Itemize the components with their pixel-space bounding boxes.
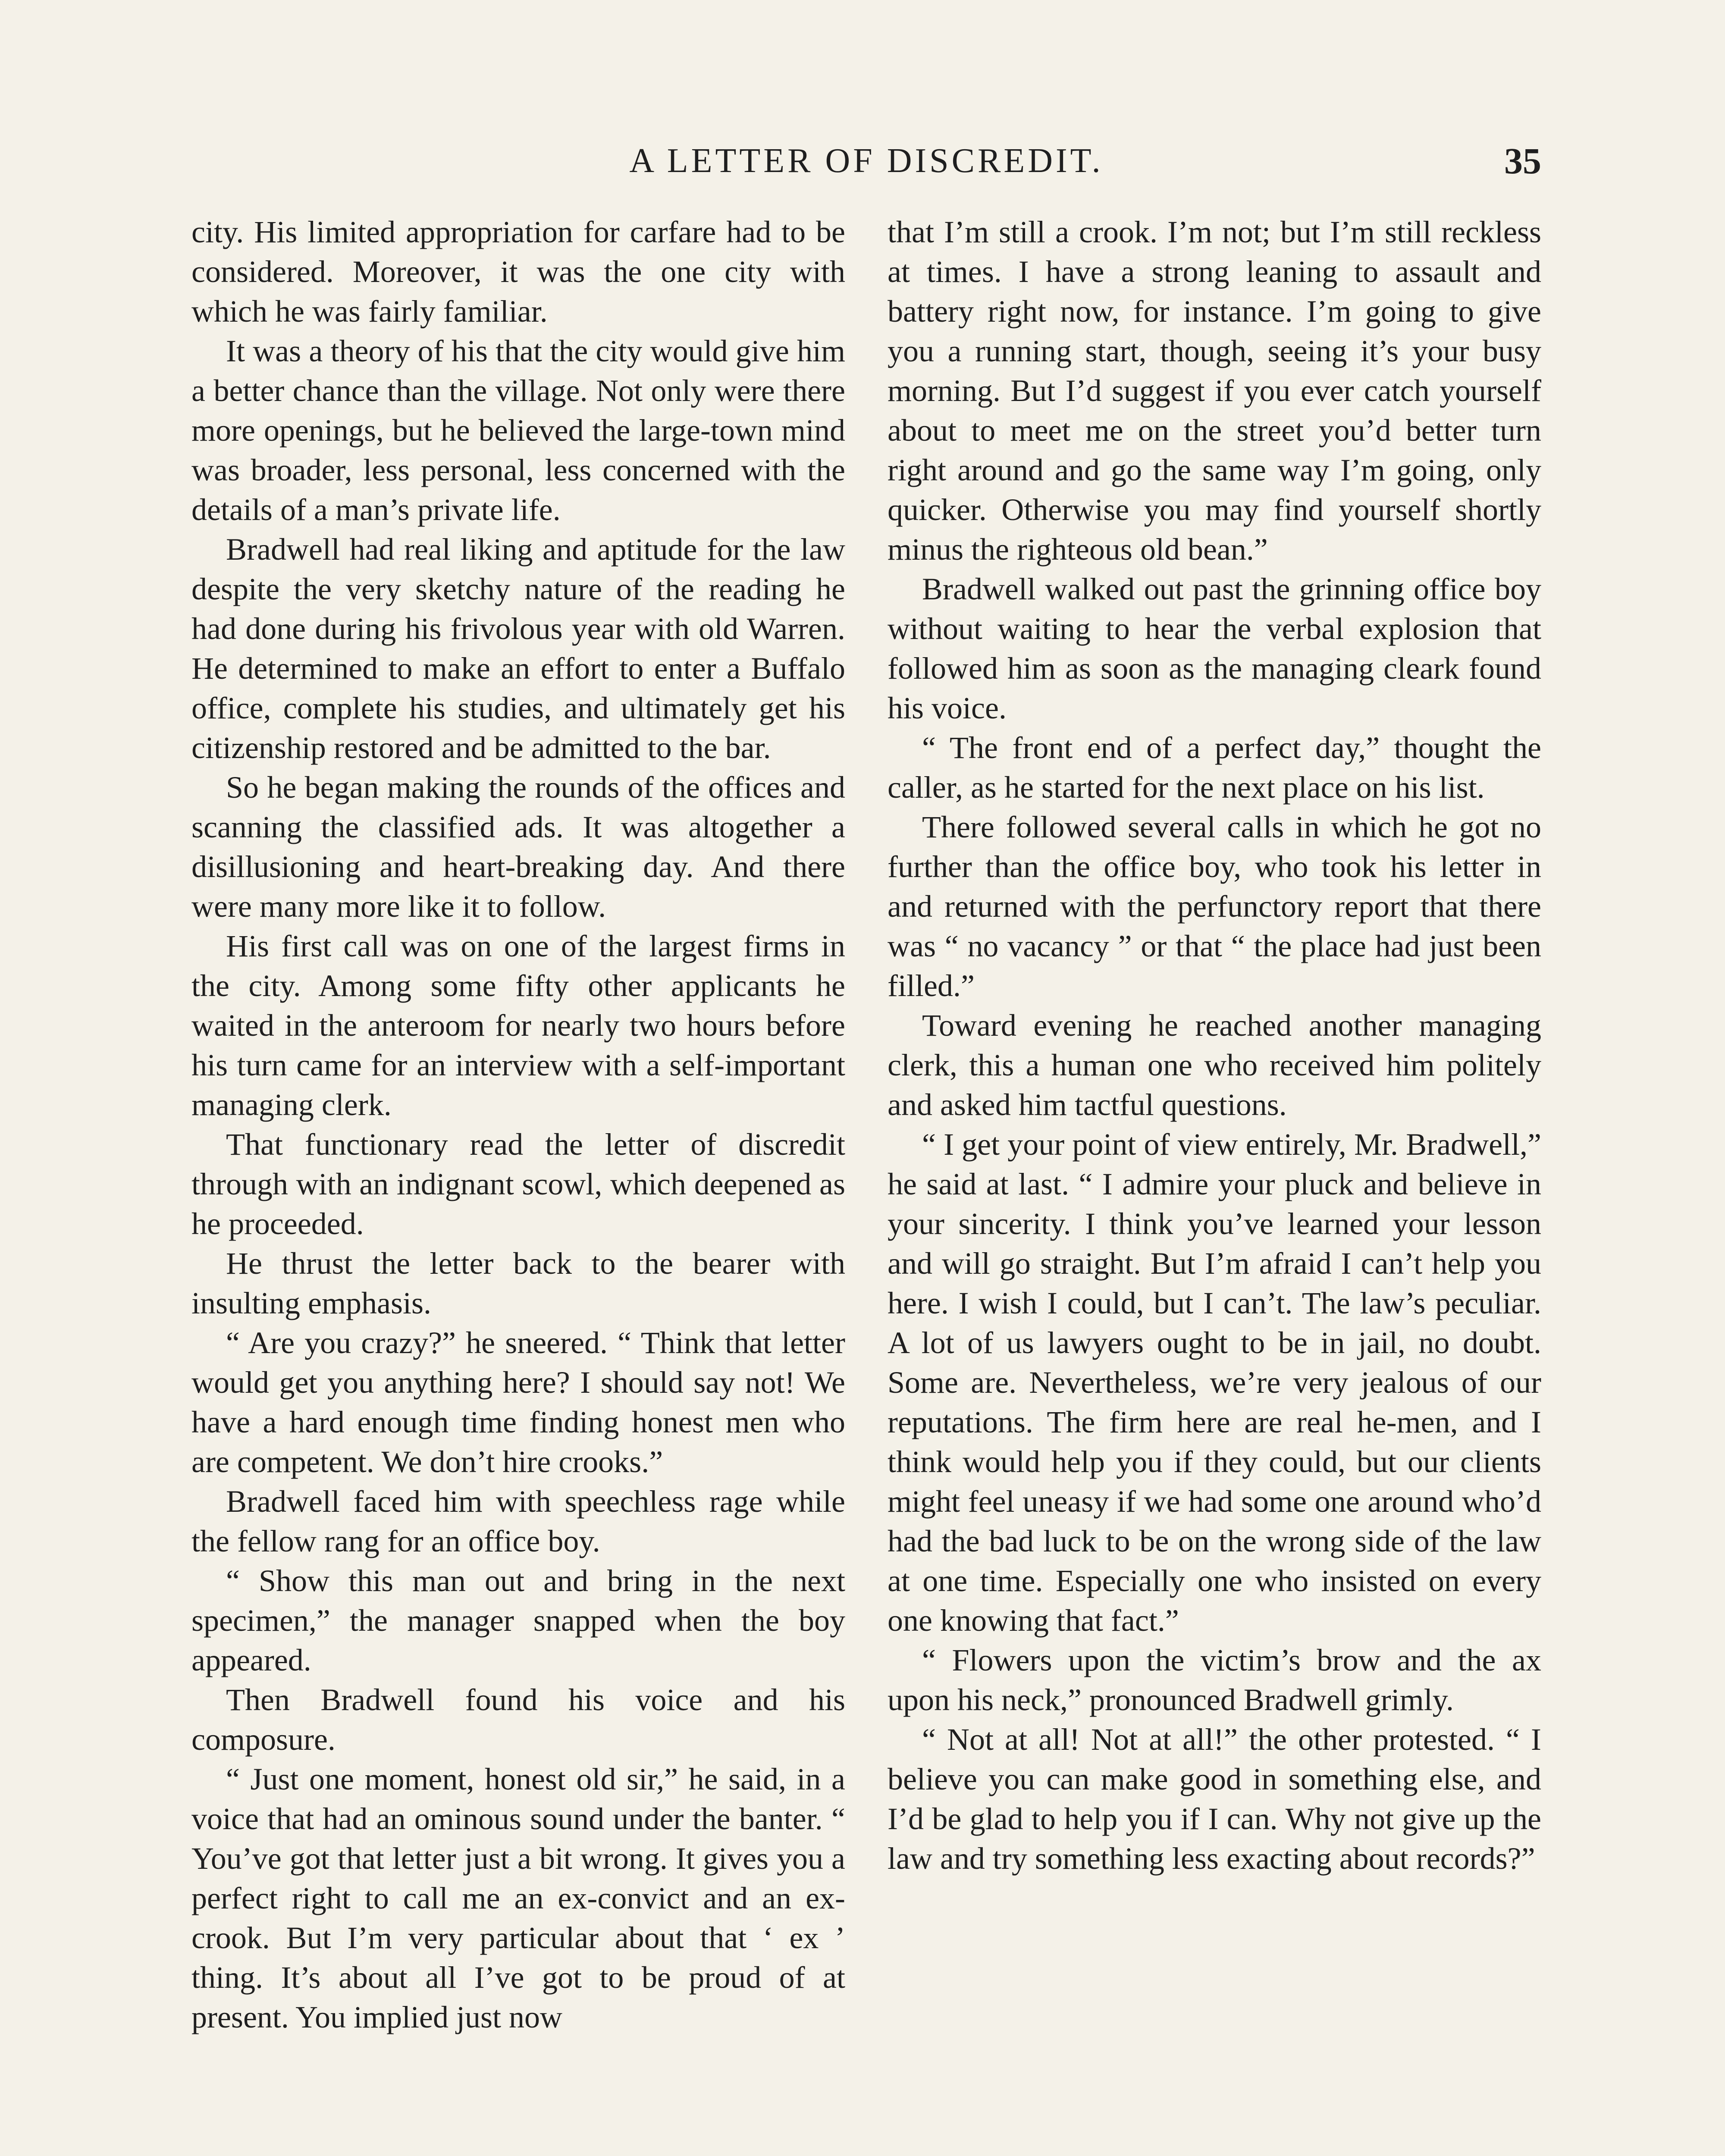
paragraph: “ Flowers upon the victim’s brow and the ax upon his neck,” pronounced Bradwell grimly. (888, 1643, 1541, 1717)
chapter-title: A LETTER OF DISCREDIT. (629, 142, 1104, 180)
paragraph: that I’m still a crook. I’m not; but I’m still reckless at times. I have a strong leaning to assault and battery right now, for instance. I’m going to give you a running start, though, seeing it’s your busy morning. But I’d suggest if you ever catch yourself about to meet me on the street you’d better turn right around and go the same way I’m going, only quicker. Otherwise you may find yourself shortly minus the righteous old bean.” (888, 215, 1541, 567)
paragraph: “ Show this man out and bring in the next specimen,” the manager snapped when the boy appeared. (191, 1564, 845, 1677)
paragraph: His first call was on one of the largest firms in the city. Among some fifty other applicants he waited in the anteroom for nearly two hours before his turn came for an interview with a self-important managing clerk. (191, 929, 845, 1122)
paragraph: “ Just one moment, honest old sir,” he said, in a voice that had an ominous sound under the banter. “ You’ve got that letter just a bit wrong. It gives you a perfect right to call me an ex-convict and an ex-crook. But I’m very particular about that ‘ ex ’ thing. It’s about all I’ve got to be proud of at present. You implied just now (191, 1762, 845, 2034)
paragraph: city. His limited appropriation for carfare had to be considered. Moreover, it was the one city with which he was fairly familiar. (191, 215, 845, 329)
paragraph: Toward evening he reached another managing clerk, this a human one who received him politely and asked him tactful questions. (888, 1008, 1541, 1122)
paragraph: That functionary read the letter of discredit through with an indignant scowl, which deepened as he proceeded. (191, 1127, 845, 1241)
paragraph: “ Not at all! Not at all!” the other protested. “ I believe you can make good in something else, and I’d be glad to help you if I can. Why not give up the law and try something less exacting about records?” (888, 1722, 1541, 1876)
paragraph: Bradwell had real liking and aptitude for the law despite the very sketchy nature of the reading he had done during his frivolous year with old Warren. He determined to make an effort to enter a Buffalo office, complete his studies, and ultimately get his citizenship restored and be admitted to the bar. (191, 532, 845, 765)
paragraph: There followed several calls in which he got no further than the office boy, who took his letter in and returned with the perfunctory report that there was “ no vacancy ” or that “ the place had just been filled.” (888, 810, 1541, 1003)
paragraph: “ I get your point of view entirely, Mr. Bradwell,” he said at last. “ I admire your pluck and believe in your sincerity. I think you’ve learned your lesson and will go straight. But I’m afraid I can’t help you here. I wish I could, but I can’t. The law’s peculiar. A lot of us lawyers ought to be in jail, no doubt. Some are. Nevertheless, we’re very jealous of our reputations. The firm here are real he-men, and I think would help you if they could, but our clients might feel uneasy if we had some one around who’d had the bad luck to be on the wrong side of the law at one time. Especially one who insisted on every one knowing that fact.” (888, 1127, 1541, 1638)
paragraph: “ Are you crazy?” he sneered. “ Think that letter would get you anything here? I should say not! We have a hard enough time finding honest men who are competent. We don’t hire crooks.” (191, 1326, 845, 1479)
right-column (888, 212, 1541, 2156)
paragraph: It was a theory of his that the city would give him a better chance than the village. Not only were there more openings, but he believed the large-town mind was broader, less personal, less concerned with the details of a man’s private life. (191, 334, 845, 527)
text-columns (191, 212, 1541, 2156)
paragraph: Bradwell faced him with speechless rage while the fellow rang for an office boy. (191, 1484, 845, 1558)
paragraph: Bradwell walked out past the grinning office boy without waiting to hear the verbal explosion that followed him as soon as the managing cleark found his voice. (888, 572, 1541, 725)
paragraph: He thrust the letter back to the bearer with insulting emphasis. (191, 1246, 845, 1320)
paragraph: So he began making the rounds of the offices and scanning the classified ads. It was altogether a disillusioning and heart-breaking day. And there were many more like it to follow. (191, 770, 845, 924)
paragraph: “ The front end of a perfect day,” thought the caller, as he started for the next place on his list. (888, 730, 1541, 805)
running-head (191, 137, 1541, 185)
page-number: 35 (1504, 140, 1541, 182)
paragraph: Then Bradwell found his voice and his composure. (191, 1683, 845, 1757)
left-column (191, 212, 845, 2156)
